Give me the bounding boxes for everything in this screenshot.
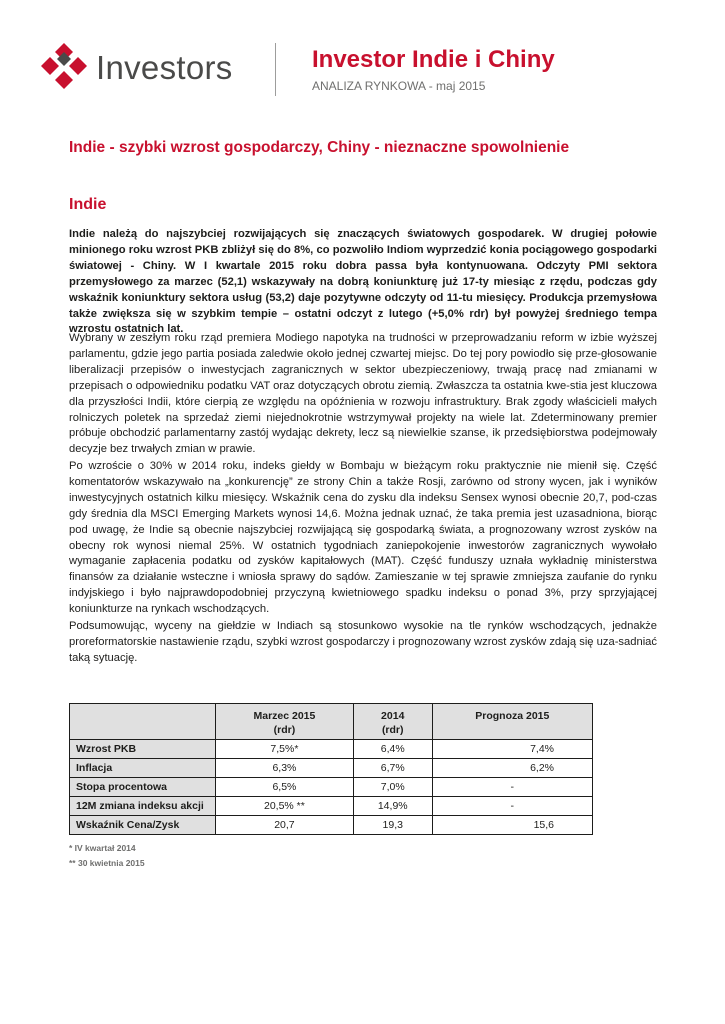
document-title: Investor Indie i Chiny	[312, 46, 555, 73]
table-row	[70, 759, 593, 778]
row-label: 12M zmiana indeksu akcji	[70, 797, 216, 816]
table-header-cell	[216, 704, 354, 740]
table-cell: 7,4%	[432, 740, 592, 759]
table-row	[70, 740, 593, 759]
section-heading-indie: Indie	[69, 196, 107, 213]
table-cell: 20,5% **	[216, 797, 354, 816]
indicators-table	[69, 703, 593, 835]
paragraph-summary: Podsumowując, wyceny na giełdzie w Indiach są stosunkowo wysokie na tle rynków wschodzących, jednakże proreformatorskie nastawienie rządu, szybki wzrost gospodarczy i prognozowany wzrost zysków zdają się uza-sadniać taką sytuację.	[69, 620, 657, 664]
table-row	[70, 816, 593, 835]
row-label: Inflacja	[70, 759, 216, 778]
logo-text: Investors	[96, 49, 233, 86]
intro-paragraph: Indie należą do najszybciej rozwijających się znaczących światowych gospodarek. W drugiej połowie minionego roku wzrost PKB zbliżył się do 8%, co pozwoliło Indiom wyprzedzić konia pociągowego gospodarki światowej - Chiny. W I kwartale 2015 roku dobra passa była kontynuowana. Odczyty PMI sektora przemysłowego za marzec (52,1) wskazywały na dobrą koniunkturę już 17-ty miesiąc z rzędu, podczas gdy wskaźnik koniunktury sektora usług (53,2) daje pozytywne odczyty od 11-tu miesięcy. Produkcja przemysłowa także zwiększa się w szybkim tempie – ostatni odczyt z lutego (+5,0% rdr) był powyżej średniego tempa wzrostu ostatnich lat.	[69, 228, 657, 336]
table-header-row	[70, 704, 593, 740]
table-cell: 15,6	[432, 816, 592, 835]
footnote: * IV kwartał 2014	[69, 843, 136, 853]
paragraph-reforms: Wybrany w zeszłym roku rząd premiera Modiego napotyka na trudności w przeprowadzaniu reform w izbie wyższej parlamentu, gdzie jego partia posiada zaledwie około jednej czwartej miejsc. Do tej pory powiodło się prze-głosowanie liberalizacji przepisów o inwestycjach zagranicznych w sektor ubezpieczeniowy, trwają pracę nad zmianami w przepisach o odpowiedniku podatku VAT oraz dotyczących obrotu ziemią. Zwłaszcza ta ostatnia kwe-stia jest kluczowa dla przyszłości Indii, które cierpią ze względu na opóźnienia w rozwoju infrastruktury. Brak zgody właścicieli małych rolniczych poletek na sprzedaż ziemi niejednokrotnie wstrzymywał projekty na wiele lat. Zdeterminowany premier próbuje obchodzić parlamentarny zastój wydając dekrety, lecz są niewielkie szanse, ik przedsiębiorstwa podejmowały decyzje bez trwałych zmian w prawie.	[69, 332, 657, 456]
table-header-cell	[353, 704, 432, 740]
table-cell: -	[432, 797, 592, 816]
header-divider	[275, 43, 276, 96]
table-cell: 19,3	[353, 816, 432, 835]
paragraph-stock-market: Po wzroście o 30% w 2014 roku, indeks giełdy w Bombaju w bieżącym roku praktycznie nie mienił się. Część komentatorów wskazywało na „konkurencję” ze strony Chin a także Rosji, zarówno od strony wycen, jak i wyników inwestycyjnych ostatnich kilku miesięcy. Wskaźnik cena do zysku dla indeksu Sensex wynosi obecnie 20,7, pod-czas gdy średnia dla MSCI Emerging Markets wynosi 14,6. Można jednak uznać, że taka premia jest uzasadniona, biorąc pod uwagę, że Indie są obecnie najszybciej rozwijającą się gospodarką świata, a prognozowany wzrost zysków na obecny rok wynosi niemal 25%. W ostatnich tygodniach zaniepokojenie inwestorów zagranicznych wywołało wymaganie zapłacenia podatku od zysków kapitałowych (MAT). Część funduszy uznała wykładnię ministerstwa finansów za działanie wsteczne i wniosła sprawy do sądów. Zamieszanie w tej sprawie zmniejsza zaufanie do rynku indyjskiego i było najprawdopodobniej przyczyną kwietniowego spadku indeksu o ponad 3%, przy sprzyjającej koniunkturze na rynkach wschodzących.	[69, 460, 657, 616]
table-cell: 6,5%	[216, 778, 354, 797]
table-cell: 6,3%	[216, 759, 354, 778]
table-cell: 6,2%	[432, 759, 592, 778]
row-label: Wzrost PKB	[70, 740, 216, 759]
table-cell: 6,7%	[353, 759, 432, 778]
header-line: Marzec 2015	[253, 710, 316, 722]
header-line: (rdr)	[381, 724, 404, 736]
footnote: ** 30 kwietnia 2015	[69, 858, 145, 868]
table-header-cell	[70, 704, 216, 740]
table-cell: 7,5%*	[216, 740, 354, 759]
table-cell: -	[432, 778, 592, 797]
table-row	[70, 778, 593, 797]
row-label: Stopa procentowa	[70, 778, 216, 797]
page-header	[0, 0, 725, 110]
table-row	[70, 797, 593, 816]
header-line: 2014	[381, 710, 405, 722]
investors-logo-icon	[40, 42, 88, 90]
document-subtitle: ANALIZA RYNKOWA - maj 2015	[312, 79, 486, 93]
table-header-cell: Prognoza 2015	[432, 704, 592, 740]
table-cell: 7,0%	[353, 778, 432, 797]
table-cell: 6,4%	[353, 740, 432, 759]
row-label: Wskaźnik Cena/Zysk	[70, 816, 216, 835]
table-cell: 20,7	[216, 816, 354, 835]
main-heading: Indie - szybki wzrost gospodarczy, Chiny - nieznaczne spowolnienie	[69, 139, 570, 156]
table-cell: 14,9%	[353, 797, 432, 816]
header-line: (rdr)	[273, 724, 296, 736]
